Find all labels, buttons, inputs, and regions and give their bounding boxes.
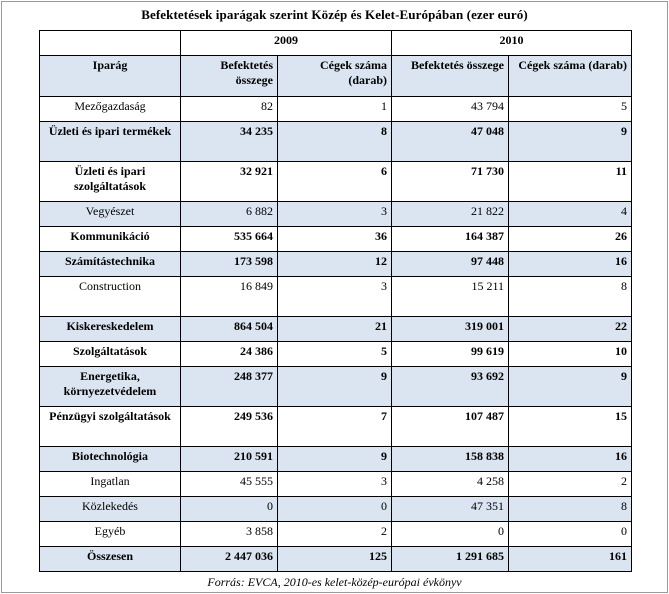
table-row <box>40 277 632 317</box>
investment-2010-cell: 319 001 <box>392 317 509 342</box>
industry-cell: Ingatlan <box>40 472 181 497</box>
industry-cell: Vegyészet <box>40 202 181 227</box>
count-2009-cell: 1 <box>278 97 392 122</box>
investment-2010-cell: 99 619 <box>392 342 509 367</box>
count-2009-cell: 9 <box>278 367 392 407</box>
table-row <box>40 227 632 252</box>
industry-cell: Szolgáltatások <box>40 342 181 367</box>
count-2009-cell: 5 <box>278 342 392 367</box>
count-2009-cell: 125 <box>278 547 392 572</box>
count-2010-cell: 4 <box>509 202 632 227</box>
industry-cell: Biotechnológia <box>40 447 181 472</box>
source-note: Forrás: EVCA, 2010-es kelet-közép-európai évkönyv <box>207 575 462 589</box>
investment-2010-header: Befektetés összege <box>392 56 509 97</box>
count-2010-cell: 11 <box>509 162 632 202</box>
industry-cell: Számítástechnika <box>40 252 181 277</box>
investment-2010-cell: 164 387 <box>392 227 509 252</box>
year-2010-header: 2010 <box>392 31 632 56</box>
count-2009-cell: 36 <box>278 227 392 252</box>
count-2009-cell: 21 <box>278 317 392 342</box>
table-row <box>40 472 632 497</box>
column-header-row <box>40 56 632 97</box>
table-row <box>40 497 632 522</box>
count-2010-header: Cégek száma (darab) <box>509 56 632 97</box>
table-row <box>40 122 632 162</box>
year-header-row <box>40 31 632 56</box>
investment-2010-cell: 107 487 <box>392 407 509 447</box>
investment-2009-cell: 82 <box>181 97 278 122</box>
industry-cell: Üzleti és ipari termékek <box>40 122 181 162</box>
count-2009-cell: 0 <box>278 497 392 522</box>
investment-2010-cell: 47 351 <box>392 497 509 522</box>
industry-cell: Energetika, környezetvédelem <box>40 367 181 407</box>
investment-2009-cell: 173 598 <box>181 252 278 277</box>
count-2010-cell: 15 <box>509 407 632 447</box>
count-2010-cell: 16 <box>509 252 632 277</box>
table-row <box>40 97 632 122</box>
count-2010-cell: 22 <box>509 317 632 342</box>
investment-2010-cell: 15 211 <box>392 277 509 317</box>
year-2009-header: 2009 <box>181 31 392 56</box>
investment-2009-cell: 3 858 <box>181 522 278 547</box>
industry-cell: Pénzügyi szolgáltatások <box>40 407 181 447</box>
investment-2009-cell: 32 921 <box>181 162 278 202</box>
empty-header-cell <box>40 31 181 56</box>
count-2010-cell: 8 <box>509 277 632 317</box>
investment-2009-cell: 24 386 <box>181 342 278 367</box>
table-row <box>40 202 632 227</box>
investment-2010-cell: 47 048 <box>392 122 509 162</box>
table-title: Befektetések iparágak szerint Közép és Kelet-Európában (ezer euró) <box>141 7 528 22</box>
investment-2009-cell: 864 504 <box>181 317 278 342</box>
table-row <box>40 522 632 547</box>
investment-2010-cell: 93 692 <box>392 367 509 407</box>
count-2010-cell: 26 <box>509 227 632 252</box>
count-2009-cell: 3 <box>278 277 392 317</box>
investment-2010-cell: 43 794 <box>392 97 509 122</box>
investment-2009-header: Befektetés összege <box>181 56 278 97</box>
count-2010-cell: 16 <box>509 447 632 472</box>
investment-2009-cell: 535 664 <box>181 227 278 252</box>
table-row <box>40 317 632 342</box>
count-2009-header: Cégek száma (darab) <box>278 56 392 97</box>
industry-cell: Közlekedés <box>40 497 181 522</box>
investment-2009-cell: 16 849 <box>181 277 278 317</box>
table-row <box>40 407 632 447</box>
count-2009-cell: 3 <box>278 472 392 497</box>
investment-2009-cell: 6 882 <box>181 202 278 227</box>
count-2009-cell: 2 <box>278 522 392 547</box>
industry-cell: Kommunikáció <box>40 227 181 252</box>
industry-header: Iparág <box>40 56 181 97</box>
count-2010-cell: 161 <box>509 547 632 572</box>
count-2009-cell: 6 <box>278 162 392 202</box>
investment-2009-cell: 249 536 <box>181 407 278 447</box>
investment-2009-cell: 34 235 <box>181 122 278 162</box>
investment-2010-cell: 4 258 <box>392 472 509 497</box>
count-2010-cell: 8 <box>509 497 632 522</box>
industry-cell: Üzleti és ipari szolgáltatások <box>40 162 181 202</box>
industry-cell: Összesen <box>40 547 181 572</box>
investment-2009-cell: 210 591 <box>181 447 278 472</box>
industry-cell: Kiskereskedelem <box>40 317 181 342</box>
table-row <box>40 547 632 572</box>
table-row <box>40 162 632 202</box>
count-2009-cell: 12 <box>278 252 392 277</box>
count-2009-cell: 3 <box>278 202 392 227</box>
count-2009-cell: 9 <box>278 447 392 472</box>
investment-2009-cell: 248 377 <box>181 367 278 407</box>
count-2010-cell: 5 <box>509 97 632 122</box>
count-2010-cell: 2 <box>509 472 632 497</box>
industry-cell: Mezőgazdaság <box>40 97 181 122</box>
investment-2010-cell: 21 822 <box>392 202 509 227</box>
investment-2009-cell: 45 555 <box>181 472 278 497</box>
count-2010-cell: 0 <box>509 522 632 547</box>
table-row <box>40 342 632 367</box>
industry-cell: Egyéb <box>40 522 181 547</box>
count-2010-cell: 9 <box>509 122 632 162</box>
investment-2010-cell: 158 838 <box>392 447 509 472</box>
count-2009-cell: 8 <box>278 122 392 162</box>
table-row <box>40 252 632 277</box>
investment-2010-cell: 97 448 <box>392 252 509 277</box>
count-2010-cell: 9 <box>509 367 632 407</box>
investment-table <box>39 30 632 572</box>
investment-2009-cell: 0 <box>181 497 278 522</box>
count-2010-cell: 10 <box>509 342 632 367</box>
table-row <box>40 447 632 472</box>
industry-cell: Construction <box>40 277 181 317</box>
investment-2010-cell: 71 730 <box>392 162 509 202</box>
count-2009-cell: 7 <box>278 407 392 447</box>
investment-2010-cell: 0 <box>392 522 509 547</box>
investment-2010-cell: 1 291 685 <box>392 547 509 572</box>
table-row <box>40 367 632 407</box>
investment-2009-cell: 2 447 036 <box>181 547 278 572</box>
